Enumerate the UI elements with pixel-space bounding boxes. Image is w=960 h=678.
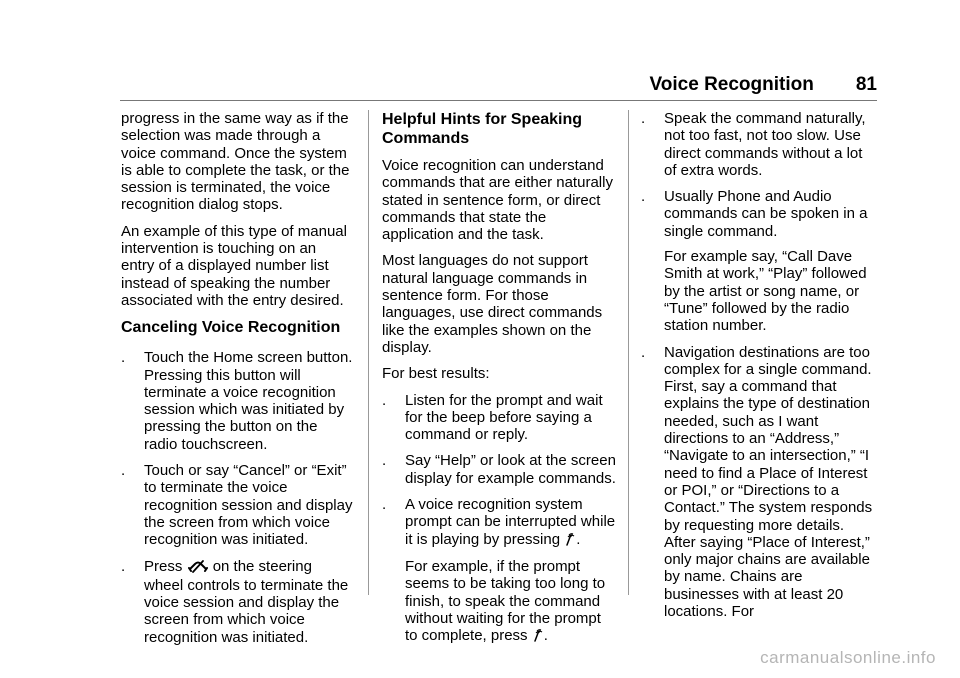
list-item-text-post: on the steering wheel controls to terminate the voice session and display the screen from which voice recognition was initiated.: [144, 557, 349, 646]
list-item-text: Listen for the prompt and wait for the beep before saying a command or reply.: [405, 391, 603, 444]
push-to-talk-icon: [533, 628, 543, 646]
column-divider: [368, 110, 369, 595]
list-item: [641, 188, 877, 334]
column-divider: [628, 110, 629, 595]
section-title: Voice Recognition: [649, 74, 814, 95]
bullet: .: [121, 349, 126, 367]
list-item-text: Say “Help” or look at the screen display for example commands.: [405, 452, 616, 487]
list-item-subparagraph: [405, 558, 617, 646]
section-heading: Canceling Voice Recognition: [121, 319, 341, 337]
list-item-text: Touch the Home screen button. Pressing this button will terminate a voice recognition session which was initiated by pressing the button on the radio touchscreen.: [144, 349, 353, 453]
list-item-text: Speak the command naturally, not too fast, not too slow. Use direct commands without a lot of extra words.: [664, 110, 866, 179]
list-item: [641, 344, 877, 621]
paragraph: Most languages do not support natural language commands in sentence form. For those languages, use direct commands like the examples shown on the display.: [382, 252, 603, 356]
list-item-text: Touch or say “Cancel” or “Exit” to terminate the voice recognition session and display the screen from which voice recognition was initiated.: [144, 462, 353, 549]
paragraph: progress in the same way as if the selection was made through a voice command. Once the system is able to complete the task, or the session is terminated, the voice recognition dialog stops.: [121, 110, 350, 214]
list-item: [382, 496, 617, 646]
bullet: .: [382, 496, 387, 514]
list-item: [641, 110, 877, 179]
list-item: [121, 462, 353, 548]
bullet: .: [641, 110, 646, 127]
list-item-text-pre: A voice recognition system prompt can be interrupted while it is playing by pressing: [405, 496, 616, 548]
bullet: .: [641, 343, 646, 361]
paragraph: An example of this type of manual intervention is touching on an entry of a displayed number list instead of speaking the number associated with the entry desired.: [121, 222, 347, 309]
column-2: [382, 110, 617, 655]
list-item: [121, 558, 353, 646]
list-item: [121, 349, 353, 453]
list-item-text: Navigation destinations are too complex for a single command. First, say a command that explains the type of destination needed, such as I want directions to an “Address,” “Navigate to an intersection,” “I need to find a Place of Interest or POI,” or “Directions to a Contact.” The system responds by requesting more details. After saying “Place of Interest,” only major chains are available by name. Chains are businesses with at least 20 locations. For: [664, 343, 873, 621]
section-heading: Helpful Hints for Speaking Commands: [382, 111, 583, 147]
list-item: [382, 452, 617, 487]
subparagraph-text: For example, if the prompt seems to be taking too long to finish, to speak the command without waiting for the prompt to complete, press: [405, 557, 606, 645]
header-rule: [120, 100, 877, 101]
list-item-subparagraph: For example say, “Call Dave Smith at work,” “Play” followed by the artist or song name, or “Tune” followed by the radio station number.: [664, 248, 867, 335]
list-item-text: Usually Phone and Audio commands can be spoken in a single command.: [664, 188, 868, 240]
paragraph: For best results:: [382, 365, 490, 383]
column-3: [641, 110, 877, 629]
list-item-text-pre: Press: [144, 557, 183, 575]
list-item: [382, 392, 617, 444]
column-1: [121, 110, 353, 655]
bullet: .: [121, 557, 126, 575]
subparagraph-text-post: .: [543, 627, 548, 645]
end-call-icon: [188, 560, 208, 577]
watermark: carmanualsonline.info: [760, 648, 936, 667]
page-header: [120, 74, 877, 96]
page-number: 81: [855, 74, 877, 95]
bullet: .: [121, 462, 126, 480]
push-to-talk-icon: [565, 532, 575, 550]
list-item-text-post: .: [576, 530, 581, 548]
bullet: .: [382, 452, 387, 470]
bullet: .: [382, 391, 387, 409]
bullet: .: [641, 188, 646, 206]
paragraph: Voice recognition can understand commands that are either naturally stated in sentence form, or direct commands that state the application and the task.: [382, 157, 613, 244]
